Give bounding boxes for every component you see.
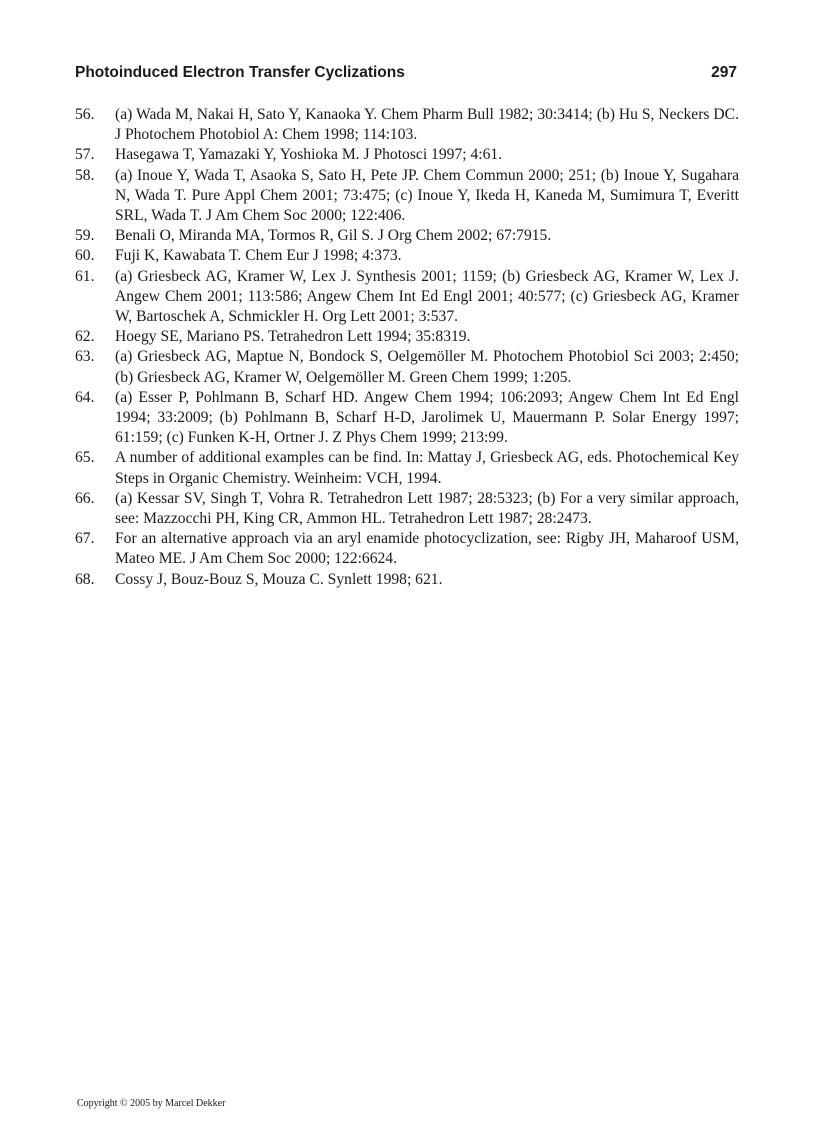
reference-text: (a) Inoue Y, Wada T, Asaoka S, Sato H, Pete JP. Chem Commun 2000; 251; (b) Inoue Y, Sugahara N, Wada T. Pure Appl Chem 2001; 73:475; (c) Inoue Y, Ikeda H, Kaneda M, Sumimura T, Everitt SRL, Wada T. J Am Chem Soc 2000; 122:406. bbox=[115, 166, 739, 225]
reference-item bbox=[75, 570, 739, 590]
reference-text: Benali O, Miranda MA, Tormos R, Gil S. J Org Chem 2002; 67:7915. bbox=[115, 227, 552, 245]
page-number: 297 bbox=[711, 64, 737, 81]
reference-number: 56. bbox=[75, 106, 95, 123]
reference-number: 64. bbox=[75, 388, 95, 406]
reference-item bbox=[75, 267, 739, 328]
reference-item bbox=[75, 388, 739, 449]
reference-number: 59. bbox=[75, 227, 95, 245]
reference-number: 57. bbox=[75, 146, 95, 164]
running-title: Photoinduced Electron Transfer Cyclizations bbox=[75, 64, 405, 81]
reference-number: 58. bbox=[75, 166, 95, 184]
reference-text: (a) Griesbeck AG, Kramer W, Lex J. Synthesis 2001; 1159; (b) Griesbeck AG, Kramer W, Lex J. Angew Chem 2001; 113:586; Angew Chem Int Ed Engl 2001; 40:577; (c) Griesbeck AG, Kramer W, Bartoschek A, Schmickler H. Org Lett 2001; 3:537. bbox=[115, 267, 739, 326]
reference-text: For an alternative approach via an aryl enamide photocyclization, see: Rigby JH, Maharoof USM, Mateo ME. J Am Chem Soc 2000; 122:6624. bbox=[115, 530, 739, 568]
reference-text: Hasegawa T, Yamazaki Y, Yoshioka M. J Photosci 1997; 4:61. bbox=[115, 146, 503, 164]
reference-text: (a) Kessar SV, Singh T, Vohra R. Tetrahedron Lett 1987; 28:5323; (b) For a very similar approach, see: Mazzocchi PH, King CR, Ammon HL. Tetrahedron Lett 1987; 28:2473. bbox=[115, 489, 739, 528]
reference-list bbox=[75, 105, 739, 590]
reference-item bbox=[75, 529, 739, 569]
reference-item bbox=[75, 347, 739, 387]
reference-item bbox=[75, 145, 739, 165]
reference-item bbox=[75, 166, 739, 227]
reference-number: 66. bbox=[75, 489, 95, 507]
reference-text: Hoegy SE, Mariano PS. Tetrahedron Lett 1994; 35:8319. bbox=[115, 328, 471, 346]
reference-number: 60. bbox=[75, 247, 95, 265]
reference-text: (a) Esser P, Pohlmann B, Scharf HD. Angew Chem 1994; 106:2093; Angew Chem Int Ed Engl 1994; 33:2009; (b) Pohlmann B, Scharf H-D, Jarolimek U, Mauermann P. Solar Energy 1997; 61:159; (c) Funken K-H, Ortner J. Z Phys Chem 1999; 213:99. bbox=[115, 388, 739, 447]
reference-text: (a) Griesbeck AG, Maptue N, Bondock S, Oelgemöller M. Photochem Photobiol Sci 2003; 2:450; (b) Griesbeck AG, Kramer W, Oelgemöller M. Green Chem 1999; 1:205. bbox=[115, 348, 739, 386]
reference-number: 67. bbox=[75, 530, 95, 548]
reference-number: 68. bbox=[75, 570, 95, 588]
reference-item bbox=[75, 448, 739, 488]
reference-item bbox=[75, 246, 739, 266]
reference-item bbox=[75, 105, 739, 145]
reference-number: 63. bbox=[75, 348, 95, 366]
reference-text: (a) Wada M, Nakai H, Sato Y, Kanaoka Y. Chem Pharm Bull 1982; 30:3414; (b) Hu S, Neckers DC. J Photochem Photobiol A: Chem 1998; 114:103. bbox=[115, 106, 739, 144]
reference-text: Fuji K, Kawabata T. Chem Eur J 1998; 4:373. bbox=[115, 247, 402, 265]
reference-item bbox=[75, 327, 739, 347]
copyright-notice: Copyright © 2005 by Marcel Dekker bbox=[77, 1098, 226, 1109]
reference-item bbox=[75, 226, 739, 246]
reference-number: 65. bbox=[75, 449, 95, 467]
reference-text: A number of additional examples can be find. In: Mattay J, Griesbeck AG, eds. Photochemical Key Steps in Organic Chemistry. Weinheim: VCH, 1994. bbox=[115, 449, 739, 487]
reference-item bbox=[75, 489, 739, 529]
running-header bbox=[75, 64, 737, 82]
reference-number: 61. bbox=[75, 267, 95, 285]
reference-number: 62. bbox=[75, 328, 95, 346]
reference-text: Cossy J, Bouz-Bouz S, Mouza C. Synlett 1998; 621. bbox=[115, 570, 443, 588]
